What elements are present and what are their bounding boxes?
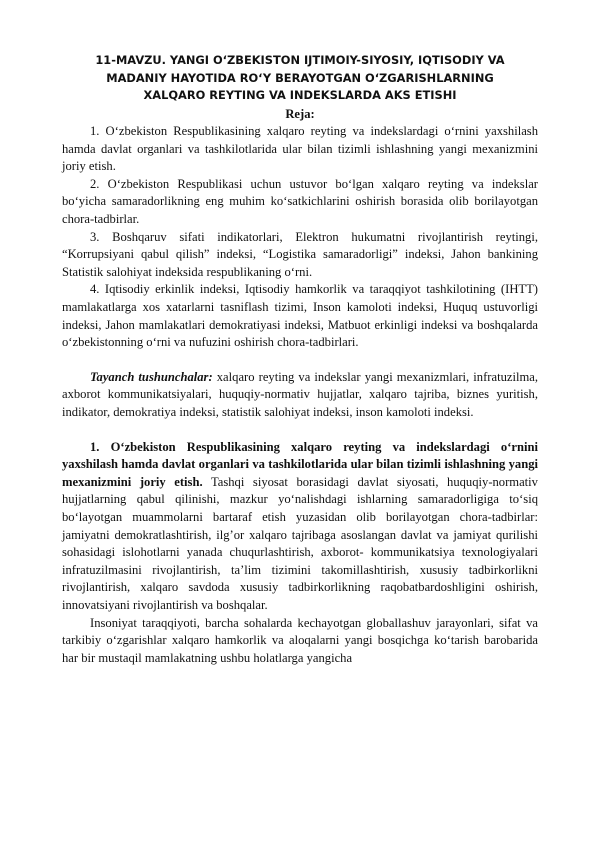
document-page <box>62 52 538 667</box>
key-terms-label: Tayanch tushunchalar: <box>90 369 213 384</box>
document-title <box>62 52 538 105</box>
spacer <box>62 422 538 439</box>
key-terms-text: xalqaro reyting va indekslar yangi mexanizmlari, infratuzilma, axborot kommunikatsiyalari, huquqiy-normativ hujjatlar, xalqaro tajriba, biznes yuritish, indikator, demokratiya indeksi, statistik salohiyat indeksi, inson kamoloti indeksi. <box>62 369 538 419</box>
plan-item-1: 1. O‘zbekiston Respublikasining xalqaro reyting va indekslardagi o‘rnini yaxshilash hamda davlat organlari va tashkilotlarida ular bilan tizimli ishlashning yangi mexanizmini joriy etish. <box>62 124 538 174</box>
key-terms-paragraph <box>62 369 538 422</box>
section-1-text: Tashqi siyosat borasidagi davlat siyosati, huquqiy-normativ hujjatlarning qabul qilinishi, mazkur yo‘nalishdagi ishlarning samaradorligiga to‘siq bo‘layotgan muammolarni bartaraf etish yuzasidan olib borilayotgan chora-tadbirlar: jamiyatni demokratlashtirish, ilg’or xalqaro tajribaga asoslangan davlat va jamiyat qurilishi sohasidagi islohotlarni yanada chuqurlashtirish, axborot- kommunikatsiya texnologiyalari infratuzilmasini rivojlantirish, ta’lim tizimini takomillashtirish, xususiy tadbirkorlikni rivojlantirish, xalqaro savdoda xususiy tadbirkorlikning raqobatbardoshligini oshirish, innovatsiyani rivojlantirish va boshqalar. <box>62 474 538 612</box>
title-line-3: XALQARO REYTING VA INDEKSLARDA AKS ETISHI <box>143 88 457 102</box>
title-line-1: 11-MAVZU. YANGI O‘ZBEKISTON IJTIMOIY-SIYOSIY, IQTISODIY VA <box>95 53 505 67</box>
paragraph-globalization: Insoniyat taraqqiyoti, barcha sohalarda kechayotgan globallashuv jarayonlari, sifat va tarkibiy o‘zgarishlar xalqaro hamkorlik va aloqalarni yangi bosqichga ko‘tarish barobarida har bir mustaqil mamlakatning ushbu holatlarga yangicha <box>62 615 538 665</box>
plan-item-3: 3. Boshqaruv sifati indikatorlari, Elektron hukumatni rivojlantirish reytingi, “Korrupsiyani qabul qilish” indeksi, “Logistika samaradorligi” indeksi, Jahon bankining Statistik salohiyat indeksida respublikaning o‘rni. <box>62 229 538 279</box>
plan-heading: Reja: <box>285 106 315 121</box>
section-1-heading: 1. O‘zbekiston Respublikasining xalqaro reyting va indekslardagi o‘rnini yaxshilash hamda davlat organlari va tashkilotlarida ular bilan tizimli ishlashning yangi mexanizmini joriy etish. <box>62 439 538 489</box>
plan-item-2: 2. O‘zbekiston Respublikasi uchun ustuvor bo‘lgan xalqaro reyting va indekslar bo‘yicha samaradorlikning eng muhim ko‘satkichlarini oshirish borasida olib borilayotgan chora-tadbirlar. <box>62 176 538 227</box>
section-1-paragraph <box>62 439 538 615</box>
spacer <box>62 352 538 369</box>
plan-item-4: 4. Iqtisodiy erkinlik indeksi, Iqtisodiy hamkorlik va taraqqiyot tashkilotining (IHTT) mamlakatlarga xos xatarlarni tasniflash tizimi, Inson kamoloti indeksi, Huquq ustuvorligi indeksi, Jahon mamlakatlari demokratiyasi indeksi, Matbuot erkinligi indeksi va boshqalarda o‘zbekistonning o‘rni va nufuzini oshirish chora-tadbirlari. <box>62 282 538 350</box>
title-line-2: MADANIY HAYOTIDA RO‘Y BERAYOTGAN O‘ZGARISHLARNING <box>106 70 494 85</box>
